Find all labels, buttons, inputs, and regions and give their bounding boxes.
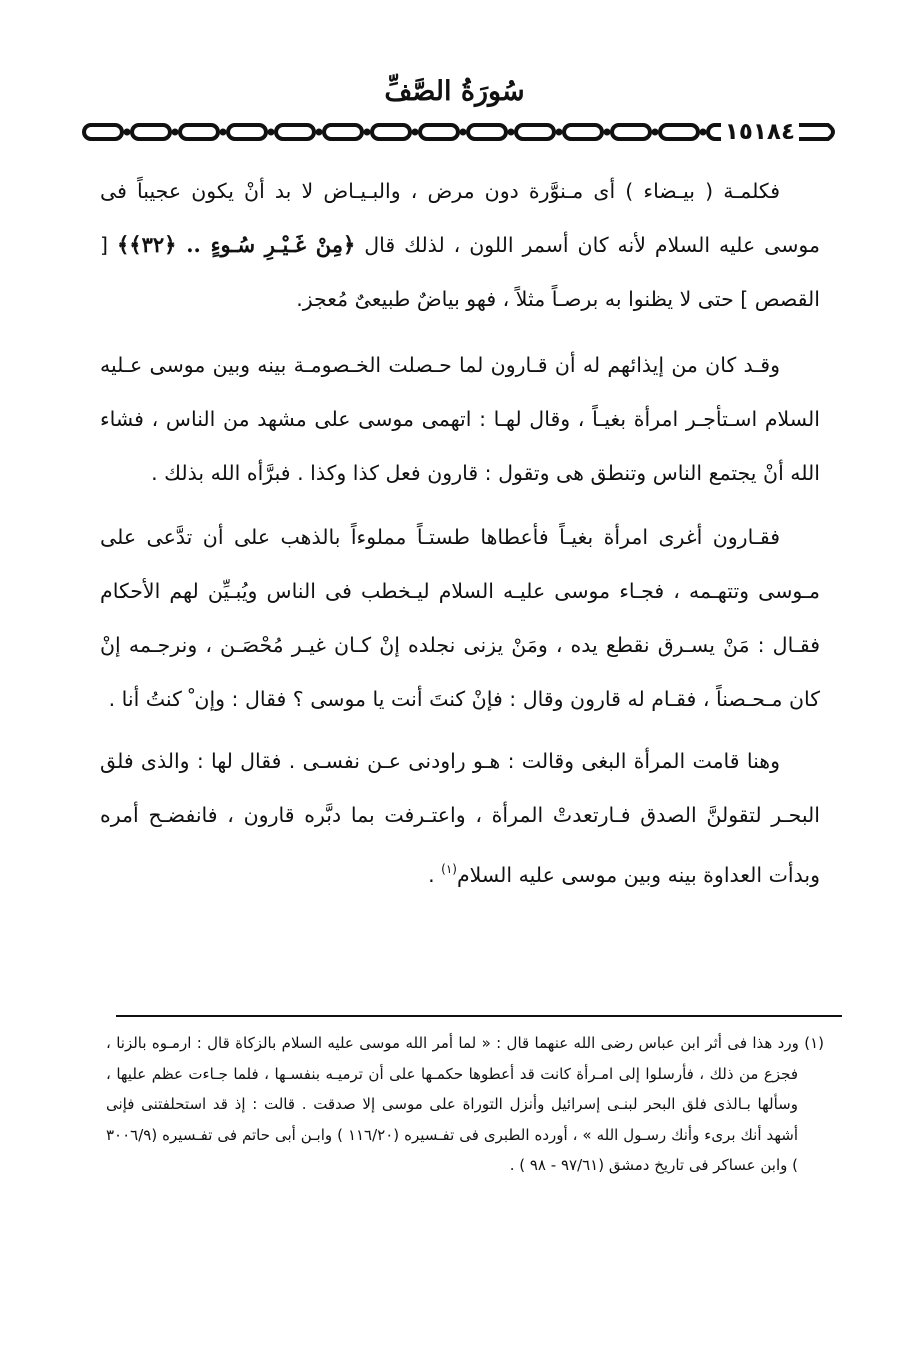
chain-dot — [220, 129, 227, 136]
page-number: ١٥١٨٤ — [721, 114, 799, 150]
chain-dot — [460, 129, 467, 136]
chain-dot — [412, 129, 419, 136]
paragraph-text: فكلمـة ( بيـضاء ) أى مـنوَّرة دون مرض ، والبـيـاض لا بد أنْ يكون عجيباً فى موسى عليه السلام لأنه كان أسمر اللون ، لذلك قال — [100, 179, 820, 257]
chain-link — [132, 125, 170, 139]
paragraph — [100, 734, 820, 902]
chain-dot — [172, 129, 179, 136]
chain-dot — [316, 129, 323, 136]
chain-link — [84, 125, 122, 139]
chain-link — [276, 125, 314, 139]
footnote-text: (١) ورد هذا فى أثر ابن عباس رضى الله عنهما قال : « لما أمر الله موسى عليه السلام بالزكاة قال : ارمـوه بالزنا ، فجزع من ذلك ، فأرسلوا إلى امـرأة كانت قد أعطوها حكمـها على أن ترميـه بنفسـها ، فلما جـاءت عظم عليها ، وسألها بـالذى فلق البحر لبنـى إسرائيل وأنزل التوراة على موسى إلا صدقت . قالت : إذ قد استحلفتنى فإنى أشهد أنك برىء وأنك رسـول الله » ، أورده الطبرى فى تفـسيره (١١٦/٢٠ ) وابـن أبى حاتم فى تفـسيره (٣٠٠٦/٩ ) وابن عساكر فى تاريخ دمشق (٩٧/٦١ - ٩٨ ) . — [106, 1034, 824, 1174]
footnotes — [106, 1028, 824, 1181]
chain-dot — [556, 129, 563, 136]
paragraph-text: . — [428, 863, 442, 887]
paragraph: وقـد كان من إيذائهم له أن قـارون لما حـصلت الخـصومـة بينه وبين موسى عـليه السلام اسـتأجـر امرأة بغيـاً ، وقال لهـا : اتهمى موسى على مشهد من الناس ، فشاء الله أنْ يجتمع الناس وتنطق هى وتقول : قارون فعل كذا وكذا . فبرَّأه الله بذلك . — [100, 353, 820, 485]
chain-link — [420, 125, 458, 139]
chain-link — [324, 125, 362, 139]
chain-link — [468, 125, 506, 139]
chain-link — [612, 125, 650, 139]
chain-dot — [268, 129, 275, 136]
chain-link — [372, 125, 410, 139]
paragraph-text: [ القصص ] حتى لا يظنوا به برصـاً مثلاً ، فهو بياضٌ طبيعىٌ مُعجز. — [100, 233, 820, 311]
chain-dot — [508, 129, 515, 136]
footnote-reference: (١) — [441, 862, 457, 876]
surah-title: سُورَةُ الصَّفِّ — [384, 76, 525, 107]
quran-verse: ﴿مِنْ غَـيْـرِ سُـوءٍ .. ﴿٣٢﴾﴾ — [116, 232, 356, 257]
main-text — [100, 164, 820, 902]
chain-dot — [700, 129, 707, 136]
footnote-divider — [116, 1015, 842, 1017]
header-ornament-band — [80, 114, 845, 150]
chain-dot — [604, 129, 611, 136]
chain-link — [564, 125, 602, 139]
chain-dot — [124, 129, 131, 136]
paragraph-text: وهنا قامت المرأة البغى وقالت : هـو راودنى عـن نفسـى . فقال لها : والذى فلق البحـر لتقولنَّ الصدق فـارتعدتْ المرأة ، واعتـرفت بما دبَّره قارون ، فانفضـح أمره وبدأت العداوة بينه وبين موسى عليه السلام — [100, 749, 820, 887]
paragraph — [100, 164, 820, 326]
chain-dot — [364, 129, 371, 136]
chain-link — [228, 125, 266, 139]
paragraph: فقـارون أغرى امرأة بغيـاً فأعطاها طستـاً مملوءاً بالذهب على أن تدَّعى على مـوسى وتتهـمه ، فجـاء موسى عليـه السلام ليـخطب فى الناس ويُبـيِّن لهم الأحكام فقـال : مَنْ يسـرق نقطع يده ، ومَنْ يزنى نجلده إنْ كـان غيـر مُحْصَـن ، ونرجـمه إنْ كان مـحـصناً ، فقـام له قارون وقال : فإنْ كنتَ أنت يا موسى ؟ فقال : وإن ْ كنتُ أنا . — [100, 525, 820, 711]
chain-dot — [652, 129, 659, 136]
chain-link — [180, 125, 218, 139]
chain-link — [516, 125, 554, 139]
chain-link — [660, 125, 698, 139]
